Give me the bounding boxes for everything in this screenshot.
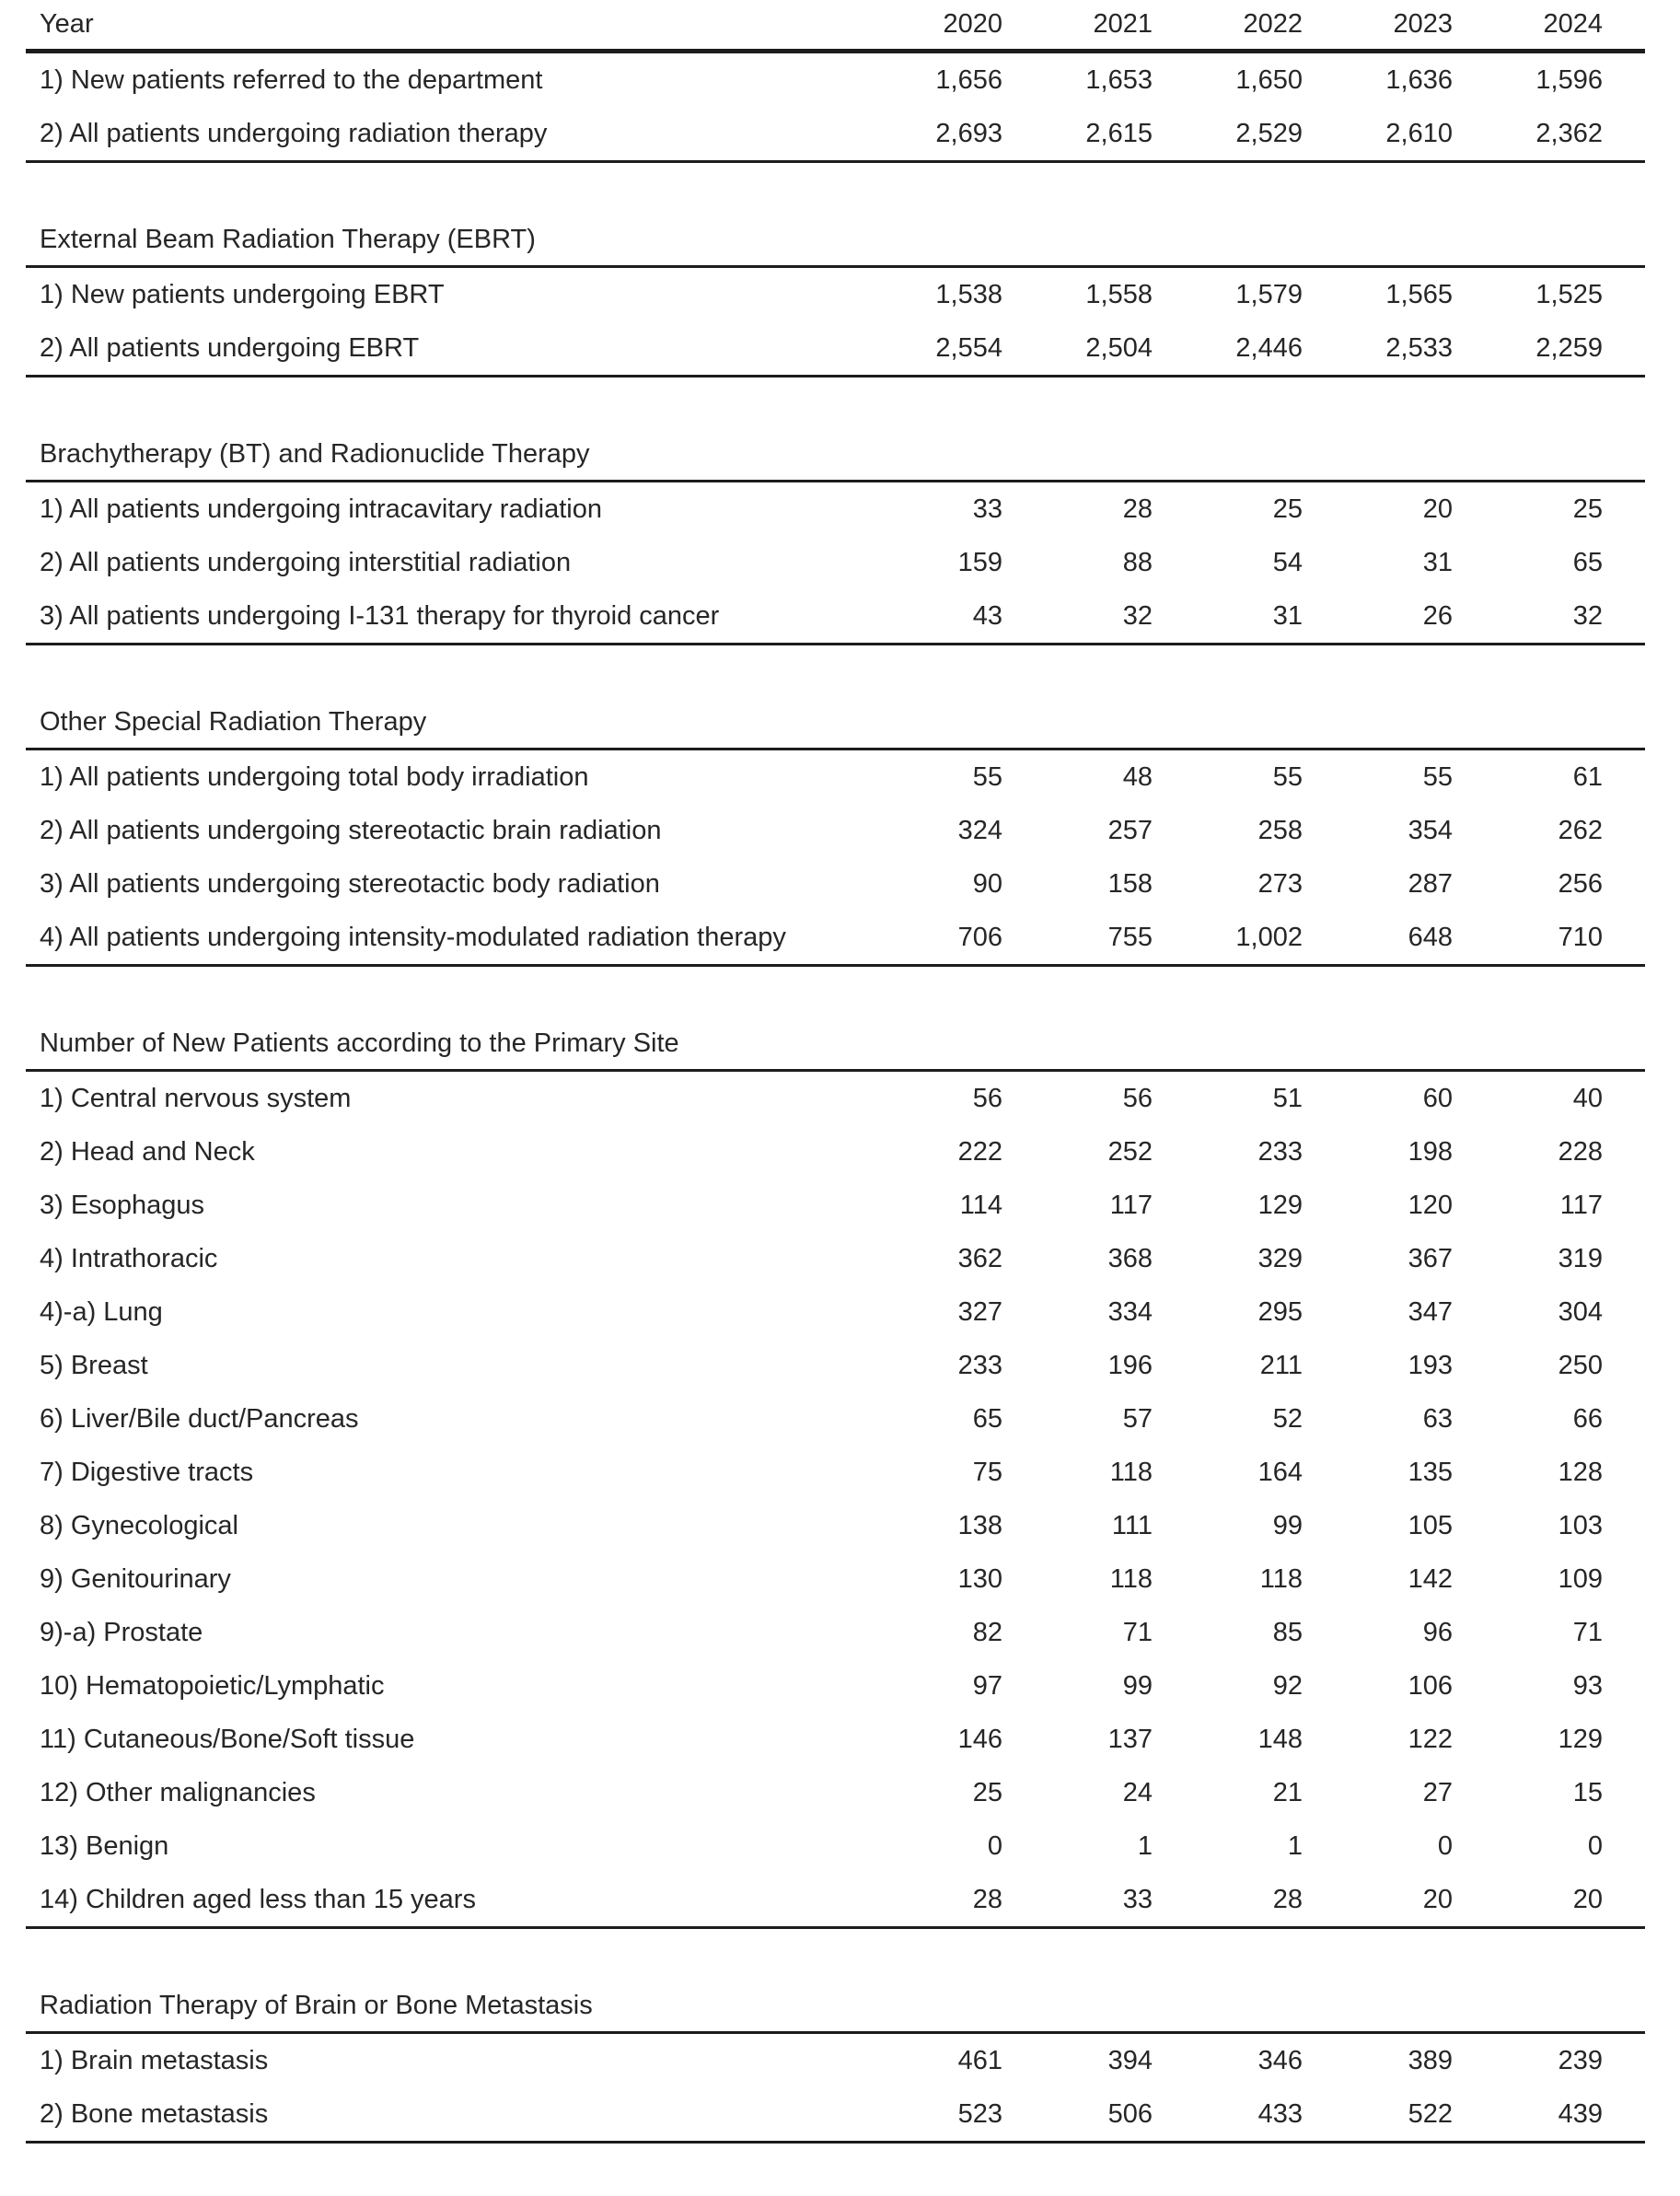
row-label: 2) Head and Neck [40, 1136, 255, 1167]
row-value: 26 [1422, 600, 1453, 631]
row-value: 129 [1257, 1190, 1303, 1220]
row-value: 319 [1558, 1243, 1603, 1273]
row-value: 228 [1558, 1136, 1603, 1167]
row-value: 129 [1558, 1724, 1603, 1754]
row-value: 198 [1408, 1136, 1453, 1167]
row-value: 273 [1257, 868, 1303, 899]
table-row [26, 2034, 1645, 2087]
row-value: 368 [1107, 1243, 1153, 1273]
row-label: 4) Intrathoracic [40, 1243, 218, 1273]
row-label: 2) All patients undergoing EBRT [40, 332, 420, 363]
year-header: 2023 [1393, 9, 1453, 39]
row-value: 706 [957, 922, 1002, 952]
section-gap [26, 645, 1645, 697]
row-value: 85 [1272, 1617, 1303, 1647]
row-value: 52 [1272, 1403, 1303, 1434]
row-value: 1,650 [1235, 64, 1303, 95]
table-row [26, 1392, 1645, 1446]
row-value: 71 [1122, 1617, 1153, 1647]
year-header: 2024 [1543, 9, 1603, 39]
year-header: 2021 [1093, 9, 1153, 39]
row-value: 394 [1107, 2045, 1153, 2075]
row-value: 158 [1107, 868, 1153, 899]
row-value: 57 [1122, 1403, 1153, 1434]
row-value: 118 [1109, 1457, 1153, 1487]
row-value: 257 [1107, 815, 1153, 845]
row-value: 63 [1422, 1403, 1453, 1434]
row-value: 262 [1558, 815, 1603, 845]
row-value: 20 [1572, 1884, 1603, 1914]
row-label: 1) New patients undergoing EBRT [40, 279, 445, 309]
row-value: 120 [1408, 1190, 1453, 1220]
row-value: 2,362 [1535, 118, 1603, 148]
row-value: 250 [1558, 1350, 1603, 1380]
row-label: 3) All patients undergoing I-131 therapy for thyroid cancer [40, 600, 720, 631]
table-row [26, 1125, 1645, 1179]
table-row [26, 1499, 1645, 1552]
row-value: 1,525 [1535, 279, 1603, 309]
section-body [26, 53, 1645, 163]
table-row [26, 1232, 1645, 1285]
row-label: 2) All patients undergoing stereotactic brain radiation [40, 815, 662, 845]
section-title: External Beam Radiation Therapy (EBRT) [40, 225, 536, 254]
row-value: 25 [1272, 494, 1303, 524]
row-value: 75 [972, 1457, 1002, 1487]
row-value: 56 [972, 1083, 1002, 1113]
row-label: 10) Hematopoietic/Lymphatic [40, 1670, 385, 1701]
section-title-row [26, 1018, 1645, 1072]
section-gap [26, 163, 1645, 215]
row-value: 523 [957, 2098, 1002, 2129]
row-label: 5) Breast [40, 1350, 148, 1380]
row-label: 1) Central nervous system [40, 1083, 352, 1113]
row-value: 96 [1422, 1617, 1453, 1647]
row-value: 65 [972, 1403, 1002, 1434]
row-value: 118 [1259, 1563, 1303, 1594]
row-value: 24 [1122, 1777, 1153, 1807]
table-row [26, 321, 1645, 375]
table-row [26, 268, 1645, 321]
row-value: 196 [1107, 1350, 1153, 1380]
row-value: 138 [957, 1510, 1002, 1540]
row-value: 2,259 [1535, 332, 1603, 363]
table-header-row [26, 0, 1645, 53]
table-row [26, 911, 1645, 964]
table-row [26, 804, 1645, 857]
row-label: 3) All patients undergoing stereotactic body radiation [40, 868, 660, 899]
row-value: 117 [1109, 1190, 1153, 1220]
year-column-header: Year [40, 9, 94, 39]
row-value: 54 [1272, 547, 1303, 577]
row-value: 43 [972, 600, 1002, 631]
row-value: 1,565 [1385, 279, 1453, 309]
row-value: 2,693 [935, 118, 1002, 148]
row-value: 1,653 [1085, 64, 1153, 95]
row-value: 2,615 [1085, 118, 1153, 148]
row-value: 648 [1408, 922, 1453, 952]
row-value: 99 [1272, 1510, 1303, 1540]
row-value: 71 [1572, 1617, 1603, 1647]
section-body [26, 2034, 1645, 2144]
row-value: 2,610 [1385, 118, 1453, 148]
row-label: 1) Brain metastasis [40, 2045, 269, 2075]
row-value: 31 [1272, 600, 1303, 631]
year-header: 2022 [1243, 9, 1303, 39]
section-body [26, 750, 1645, 967]
row-value: 256 [1558, 868, 1603, 899]
row-value: 1 [1287, 1830, 1303, 1861]
row-value: 28 [972, 1884, 1002, 1914]
row-label: 12) Other malignancies [40, 1777, 316, 1807]
row-value: 118 [1109, 1563, 1153, 1594]
row-value: 105 [1408, 1510, 1453, 1540]
table-sections [26, 53, 1645, 2144]
row-value: 362 [957, 1243, 1002, 1273]
table-row [26, 107, 1645, 160]
table-row [26, 1072, 1645, 1125]
row-label: 1) All patients undergoing intracavitary radiation [40, 494, 602, 524]
row-value: 128 [1558, 1457, 1603, 1487]
row-value: 40 [1572, 1083, 1603, 1113]
row-label: 1) New patients referred to the department [40, 64, 543, 95]
row-value: 56 [1122, 1083, 1153, 1113]
row-value: 21 [1272, 1777, 1303, 1807]
table-row [26, 482, 1645, 536]
section-title: Radiation Therapy of Brain or Bone Metastasis [40, 1991, 593, 2020]
row-value: 211 [1259, 1350, 1303, 1380]
row-value: 27 [1422, 1777, 1453, 1807]
table-row [26, 1766, 1645, 1819]
row-value: 103 [1558, 1510, 1603, 1540]
row-value: 48 [1122, 761, 1153, 792]
row-value: 2,533 [1385, 332, 1453, 363]
row-value: 88 [1122, 547, 1153, 577]
row-value: 295 [1257, 1296, 1303, 1327]
row-value: 97 [972, 1670, 1002, 1701]
section-title-row [26, 697, 1645, 750]
table-row [26, 1819, 1645, 1873]
row-value: 287 [1408, 868, 1453, 899]
row-value: 32 [1122, 600, 1153, 631]
row-value: 159 [957, 547, 1002, 577]
row-value: 130 [957, 1563, 1002, 1594]
row-value: 92 [1272, 1670, 1303, 1701]
row-value: 55 [1422, 761, 1453, 792]
row-value: 439 [1558, 2098, 1603, 2129]
row-value: 1,538 [935, 279, 1002, 309]
section-title-row [26, 429, 1645, 482]
row-value: 2,446 [1235, 332, 1303, 363]
row-value: 1,636 [1385, 64, 1453, 95]
row-value: 25 [1572, 494, 1603, 524]
row-value: 522 [1408, 2098, 1453, 2129]
row-label: 2) All patients undergoing radiation therapy [40, 118, 548, 148]
row-label: 4) All patients undergoing intensity-modulated radiation therapy [40, 922, 786, 952]
row-value: 32 [1572, 600, 1603, 631]
row-value: 755 [1107, 922, 1153, 952]
row-value: 117 [1559, 1190, 1603, 1220]
row-value: 31 [1422, 547, 1453, 577]
section-body [26, 1072, 1645, 1929]
row-value: 82 [972, 1617, 1002, 1647]
section-title-row [26, 215, 1645, 268]
row-value: 60 [1422, 1083, 1453, 1113]
row-value: 61 [1572, 761, 1603, 792]
row-value: 146 [957, 1724, 1002, 1754]
row-value: 222 [957, 1136, 1002, 1167]
row-value: 461 [957, 2045, 1002, 2075]
row-label: 1) All patients undergoing total body irradiation [40, 761, 589, 792]
row-value: 0 [987, 1830, 1002, 1861]
section-gap [26, 1929, 1645, 1981]
row-label: 2) Bone metastasis [40, 2098, 269, 2129]
row-value: 329 [1257, 1243, 1303, 1273]
table-row [26, 536, 1645, 589]
section-gap [26, 378, 1645, 429]
year-header: 2020 [943, 9, 1002, 39]
table-row [26, 1713, 1645, 1766]
row-value: 66 [1572, 1403, 1603, 1434]
row-value: 1 [1137, 1830, 1153, 1861]
row-value: 2,504 [1085, 332, 1153, 363]
section-gap [26, 967, 1645, 1018]
table-row [26, 1606, 1645, 1659]
row-value: 258 [1257, 815, 1303, 845]
section-body [26, 482, 1645, 645]
row-label: 7) Digestive tracts [40, 1457, 254, 1487]
table-row [26, 1339, 1645, 1392]
row-value: 1,596 [1535, 64, 1603, 95]
row-label: 13) Benign [40, 1830, 169, 1861]
row-label: 6) Liver/Bile duct/Pancreas [40, 1403, 359, 1434]
row-value: 1,558 [1085, 279, 1153, 309]
row-label: 3) Esophagus [40, 1190, 204, 1220]
row-value: 1,579 [1235, 279, 1303, 309]
row-value: 367 [1408, 1243, 1453, 1273]
row-value: 233 [1257, 1136, 1303, 1167]
row-value: 106 [1408, 1670, 1453, 1701]
row-value: 99 [1122, 1670, 1153, 1701]
row-value: 20 [1422, 494, 1453, 524]
row-value: 111 [1111, 1510, 1153, 1540]
row-value: 354 [1408, 815, 1453, 845]
row-value: 346 [1257, 2045, 1303, 2075]
row-value: 15 [1572, 1777, 1603, 1807]
row-label: 2) All patients undergoing interstitial radiation [40, 547, 572, 577]
table-row [26, 1446, 1645, 1499]
row-label: 11) Cutaneous/Bone/Soft tissue [40, 1724, 415, 1754]
row-value: 506 [1107, 2098, 1153, 2129]
row-value: 20 [1422, 1884, 1453, 1914]
row-label: 9)-a) Prostate [40, 1617, 203, 1647]
row-label: 9) Genitourinary [40, 1563, 231, 1594]
row-value: 1,656 [935, 64, 1002, 95]
row-value: 347 [1408, 1296, 1453, 1327]
row-value: 93 [1572, 1670, 1603, 1701]
row-value: 142 [1408, 1563, 1453, 1594]
row-value: 28 [1272, 1884, 1303, 1914]
table-row [26, 589, 1645, 643]
row-value: 114 [959, 1190, 1002, 1220]
row-value: 28 [1122, 494, 1153, 524]
section-title: Other Special Radiation Therapy [40, 707, 427, 737]
row-value: 0 [1587, 1830, 1603, 1861]
row-value: 2,554 [935, 332, 1002, 363]
row-value: 2,529 [1235, 118, 1303, 148]
section-title: Brachytherapy (BT) and Radionuclide Therapy [40, 439, 590, 469]
statistics-table [26, 0, 1645, 2144]
table-row [26, 1285, 1645, 1339]
row-value: 51 [1272, 1083, 1303, 1113]
table-row [26, 857, 1645, 911]
row-value: 252 [1107, 1136, 1153, 1167]
row-value: 710 [1558, 922, 1603, 952]
table-row [26, 1179, 1645, 1232]
table-row [26, 750, 1645, 804]
row-value: 90 [972, 868, 1002, 899]
row-label: 4)-a) Lung [40, 1296, 163, 1327]
section-body [26, 268, 1645, 378]
row-value: 122 [1408, 1724, 1453, 1754]
row-value: 135 [1408, 1457, 1453, 1487]
table-row [26, 1552, 1645, 1606]
row-value: 55 [972, 761, 1002, 792]
row-label: 8) Gynecological [40, 1510, 238, 1540]
row-value: 1,002 [1235, 922, 1303, 952]
row-value: 0 [1437, 1830, 1453, 1861]
row-value: 109 [1558, 1563, 1603, 1594]
row-value: 33 [1122, 1884, 1153, 1914]
row-value: 65 [1572, 547, 1603, 577]
row-value: 304 [1558, 1296, 1603, 1327]
row-value: 433 [1257, 2098, 1303, 2129]
row-value: 55 [1272, 761, 1303, 792]
section-title: Number of New Patients according to the Primary Site [40, 1028, 679, 1058]
row-value: 148 [1257, 1724, 1303, 1754]
row-value: 193 [1408, 1350, 1453, 1380]
row-value: 233 [957, 1350, 1002, 1380]
row-value: 137 [1107, 1724, 1153, 1754]
row-value: 324 [957, 815, 1002, 845]
row-label: 14) Children aged less than 15 years [40, 1884, 476, 1914]
row-value: 33 [972, 494, 1002, 524]
table-row [26, 1873, 1645, 1926]
row-value: 334 [1107, 1296, 1153, 1327]
row-value: 389 [1408, 2045, 1453, 2075]
table-row [26, 53, 1645, 107]
row-value: 25 [972, 1777, 1002, 1807]
row-value: 327 [957, 1296, 1002, 1327]
row-value: 239 [1558, 2045, 1603, 2075]
table-row [26, 1659, 1645, 1713]
table-row [26, 2087, 1645, 2141]
row-value: 164 [1257, 1457, 1303, 1487]
section-title-row [26, 1981, 1645, 2034]
